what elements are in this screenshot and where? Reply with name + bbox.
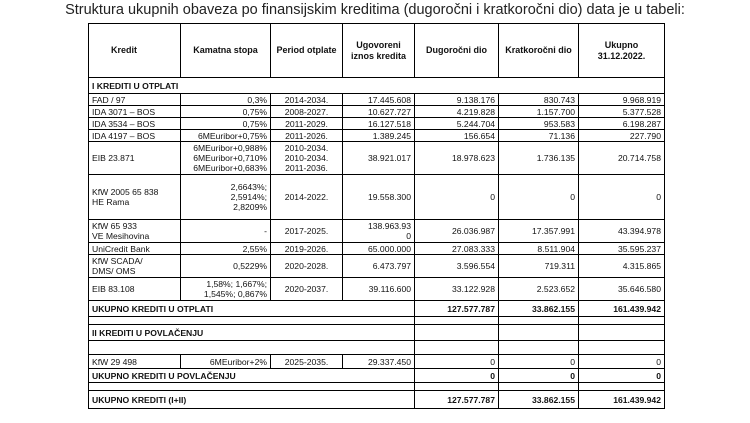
total-ukupno: 161.439.942 [579,301,665,317]
cell-kredit: FAD / 97 [89,94,181,106]
section-row [89,325,665,341]
cell-dugorocni: 27.083.333 [415,243,499,255]
cell-kredit [89,220,181,243]
cell-ukupno: 0 [579,355,665,369]
cell-ugovoreni: 19.558.300 [343,175,415,220]
cell-line: VE Mesihovina [92,231,150,241]
table-row [89,175,665,220]
cell-kratkorocni: 0 [499,355,579,369]
cell-period: 2011-2026. [271,130,343,142]
cell-dugorocni: 26.036.987 [415,220,499,243]
header-period: Period otplate [271,24,343,78]
header-kamatna: Kamatna stopa [181,24,271,78]
section-row [89,78,665,94]
cell-kredit: UniCredit Bank [89,243,181,255]
total-row [89,369,665,383]
cell-ukupno: 35.646.580 [579,278,665,301]
cell-dugorocni: 0 [415,355,499,369]
cell-dugorocni: 5.244.704 [415,118,499,130]
cell-kamatna: 2,55% [181,243,271,255]
table-row [89,106,665,118]
table-row [89,255,665,278]
cell-period: 2017-2025. [271,220,343,243]
cell-dugorocni: 18.978.623 [415,142,499,175]
cell-ukupno: 0 [579,175,665,220]
cell-kratkorocni: 0 [499,175,579,220]
cell-ugovoreni: 38.921.017 [343,142,415,175]
cell-kamatna: - [181,220,271,243]
cell-kredit: KfW 29 498 [89,355,181,369]
cell-line: 6MEuribor+0,710% [193,153,267,163]
cell-line: 6MEuribor+0,988% [193,143,267,153]
cell-ugovoreni: 6.473.797 [343,255,415,278]
cell-kamatna: 0,75% [181,106,271,118]
grand-total-dugorocni: 127.577.787 [415,391,499,409]
cell-ugovoreni: 29.337.450 [343,355,415,369]
cell-period: 2008-2027. [271,106,343,118]
cell-ugovoreni: 16.127.518 [343,118,415,130]
table-row [89,355,665,369]
total-ukupno: 0 [579,369,665,383]
cell-line: 6MEuribor+0,683% [193,163,267,173]
cell-kratkorocni: 17.357.991 [499,220,579,243]
total-label: UKUPNO KREDITI U POVLAČENJU [89,369,415,383]
cell-period: 2020-2037. [271,278,343,301]
cell-line: HE Rama [92,197,130,207]
table-caption: Struktura ukupnih obaveza po finansijskim kreditima (dugoročni i kratkoročni dio) data je u tabeli: [65,2,685,18]
table-row [89,243,665,255]
table-row [89,220,665,243]
cell-kamatna: 6MEuribor+2% [181,355,271,369]
total-label: UKUPNO KREDITI U OTPLATI [89,301,415,317]
cell-dugorocni: 156.654 [415,130,499,142]
cell-period: 2020-2028. [271,255,343,278]
table-row [89,94,665,106]
cell-ukupno: 43.394.978 [579,220,665,243]
cell-line: DMS/ OMS [92,266,136,276]
total-kratkorocni: 0 [499,369,579,383]
cell-line: 1,545%; 0,867% [203,289,267,299]
grand-total-label: UKUPNO KREDITI (I+II) [89,391,415,409]
header-kredit: Kredit [89,24,181,78]
cell-line: KfW 65 933 [92,221,137,231]
cell-ukupno: 4.315.865 [579,255,665,278]
cell-ukupno: 20.714.758 [579,142,665,175]
cell-dugorocni: 33.122.928 [415,278,499,301]
cell-kredit: IDA 3534 – BOS [89,118,181,130]
header-row [89,24,665,78]
cell-kratkorocni: 719.311 [499,255,579,278]
cell-line: 2,8209% [233,202,267,212]
spacer-row [89,341,665,355]
cell-line: 138.963.93 [367,221,411,231]
cell-dugorocni: 0 [415,175,499,220]
loans-table [88,23,665,409]
cell-period: 2025-2035. [271,355,343,369]
cell-kratkorocni: 953.583 [499,118,579,130]
table-row [89,142,665,175]
cell-kratkorocni: 1.157.700 [499,106,579,118]
cell-ugovoreni: 65.000.000 [343,243,415,255]
cell-period: 2014-2022. [271,175,343,220]
cell-period: 2019-2026. [271,243,343,255]
cell-ugovoreni: 10.627.727 [343,106,415,118]
cell-ugovoreni: 1.389.245 [343,130,415,142]
cell-line: 2010-2034. [284,143,329,153]
cell-ukupno: 227.790 [579,130,665,142]
cell-kratkorocni: 2.523.652 [499,278,579,301]
cell-dugorocni: 3.596.554 [415,255,499,278]
total-dugorocni: 127.577.787 [415,301,499,317]
cell-period [271,142,343,175]
total-kratkorocni: 33.862.155 [499,301,579,317]
cell-ugovoreni [343,220,415,243]
header-dugorocni: Dugoročni dio [415,24,499,78]
cell-kredit: EIB 83.108 [89,278,181,301]
total-dugorocni: 0 [415,369,499,383]
cell-kredit: IDA 4197 – BOS [89,130,181,142]
cell-dugorocni: 4.219.828 [415,106,499,118]
section-title-2: II KREDITI U POVLAČENJU [89,325,415,341]
cell-kredit: IDA 3071 – BOS [89,106,181,118]
spacer-row [89,317,665,325]
cell-ukupno: 9.968.919 [579,94,665,106]
cell-kamatna [181,175,271,220]
cell-line: 2011-2036. [285,163,328,173]
cell-dugorocni: 9.138.176 [415,94,499,106]
cell-line: 1,58%; 1,667%; [206,279,267,289]
cell-kamatna [181,278,271,301]
cell-ukupno: 5.377.528 [579,106,665,118]
cell-ukupno: 6.198.287 [579,118,665,130]
grand-total-row [89,391,665,409]
cell-kamatna: 0,5229% [181,255,271,278]
spacer-row [89,383,665,391]
cell-line: KfW 2005 65 838 [92,187,159,197]
cell-kratkorocni: 830.743 [499,94,579,106]
cell-kratkorocni: 8.511.904 [499,243,579,255]
total-row [89,301,665,317]
cell-kredit: EIB 23.871 [89,142,181,175]
table-row [89,130,665,142]
cell-kamatna: 0,75% [181,118,271,130]
cell-kredit [89,255,181,278]
cell-kratkorocni: 1.736.135 [499,142,579,175]
grand-total-kratkorocni: 33.862.155 [499,391,579,409]
cell-line: 2,5914%; [230,192,267,202]
cell-kamatna: 0,3% [181,94,271,106]
cell-kamatna [181,142,271,175]
table-row [89,118,665,130]
cell-kamatna: 6MEuribor+0,75% [181,130,271,142]
cell-period: 2011-2029. [271,118,343,130]
cell-kredit [89,175,181,220]
cell-kratkorocni: 71.136 [499,130,579,142]
header-kratkorocni: Kratkoročni dio [499,24,579,78]
header-ugovoreni: Ugovoreni iznos kredita [343,24,415,78]
cell-line: 2010-2034. [284,153,329,163]
table-row [89,278,665,301]
cell-ugovoreni: 39.116.600 [343,278,415,301]
cell-line: 2,6643%; [230,182,267,192]
cell-line: 0 [406,231,411,241]
grand-total-ukupno: 161.439.942 [579,391,665,409]
section-title-1: I KREDITI U OTPLATI [89,78,665,94]
cell-period: 2014-2034. [271,94,343,106]
cell-ugovoreni: 17.445.608 [343,94,415,106]
cell-line: KfW SCADA/ [92,256,143,266]
header-ukupno: Ukupno 31.12.2022. [579,24,665,78]
cell-ukupno: 35.595.237 [579,243,665,255]
